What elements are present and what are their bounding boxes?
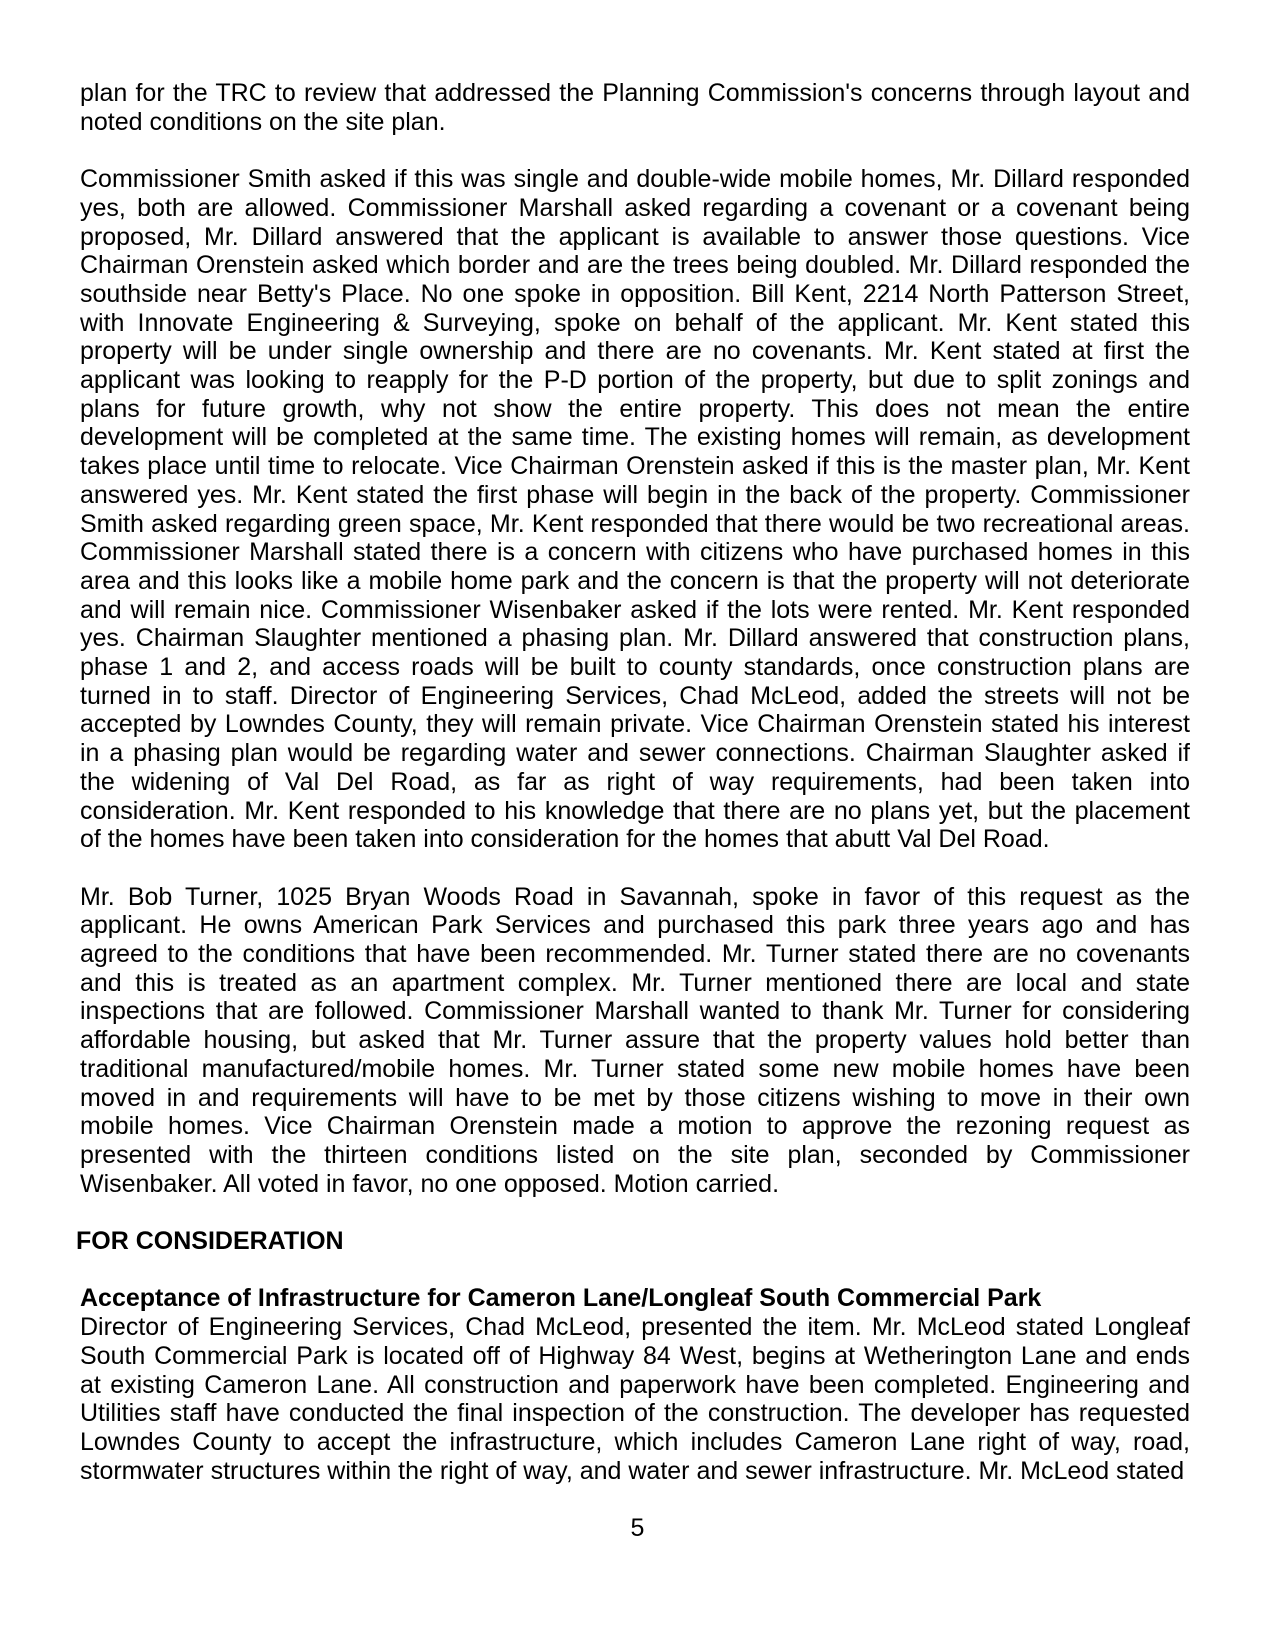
item-title-heading: Acceptance of Infrastructure for Cameron Lane/Longleaf South Commercial Park xyxy=(80,1284,1042,1313)
for-consideration-heading: FOR CONSIDERATION xyxy=(76,1227,344,1256)
applicant-paragraph: Mr. Bob Turner, 1025 Bryan Woods Road in Savannah, spoke in favor of this request as the applicant. He owns American Park Services and purchased this park three years ago and has agreed to the conditions that have been recommended. Mr. Turner stated there are no covenants and this is treated as an apartment complex. Mr. Turner mentioned there are local and state inspections that are followed. Commissioner Marshall wanted to thank Mr. Turner for considering affordable housing, but asked that Mr. Turner assure that the property values hold better than traditional manufactured/mobile homes. Mr. Turner stated some new mobile homes have been moved in and requirements will have to be met by those citizens wishing to move in their own mobile homes. Vice Chairman Orenstein made a motion to approve the rezoning request as presented with the thirteen conditions listed on the site plan, seconded by Commissioner Wisenbaker. All voted in favor, no one opposed. Motion carried. xyxy=(80,882,1190,1198)
page-number: 5 xyxy=(630,1514,645,1543)
continuation-paragraph: plan for the TRC to review that addressed the Planning Commission's concerns through layout and noted conditions on the site plan. xyxy=(80,79,1190,136)
discussion-paragraph: Commissioner Smith asked if this was single and double-wide mobile homes, Mr. Dillard responded yes, both are allowed. Commissioner Marshall asked regarding a covenant or a covenant being proposed, Mr. Dillard answered that the applicant is available to answer those questions. Vice Chairman Orenstein asked which border and are the trees being doubled. Mr. Dillard responded the southside near Betty's Place. No one spoke in opposition. Bill Kent, 2214 North Patterson Street, with Innovate Engineering & Surveying, spoke on behalf of the applicant. Mr. Kent stated this property will be under single ownership and there are no covenants. Mr. Kent stated at first the applicant was looking to reapply for the P-D portion of the property, but due to split zonings and plans for future growth, why not show the entire property. This does not mean the entire development will be completed at the same time. The existing homes will remain, as development takes place until time to relocate. Vice Chairman Orenstein asked if this is the master plan, Mr. Kent answered yes. Mr. Kent stated the first phase will begin in the back of the property. Commissioner Smith asked regarding green space, Mr. Kent responded that there would be two recreational areas. Commissioner Marshall stated there is a concern with citizens who have purchased homes in this area and this looks like a mobile home park and the concern is that the property will not deteriorate and will remain nice. Commissioner Wisenbaker asked if the lots were rented. Mr. Kent responded yes. Chairman Slaughter mentioned a phasing plan. Mr. Dillard answered that construction plans, phase 1 and 2, and access roads will be built to county standards, once construction plans are turned in to staff. Director of Engineering Services, Chad McLeod, added the streets will not be accepted by Lowndes County, they will remain private. Vice Chairman Orenstein stated his interest in a phasing plan would be regarding water and sewer connections. Chairman Slaughter asked if the widening of Val Del Road, as far as right of way requirements, had been taken into consideration. Mr. Kent responded to his knowledge that there are no plans yet, but the placement of the homes have been taken into consideration for the homes that abutt Val Del Road. xyxy=(80,165,1190,854)
item-paragraph: Director of Engineering Services, Chad McLeod, presented the item. Mr. McLeod stated Longleaf South Commercial Park is located off of Highway 84 West, begins at Wetherington Lane and ends at existing Cameron Lane. All construction and paperwork have been completed. Engineering and Utilities staff have conducted the final inspection of the construction. The developer has requested Lowndes County to accept the infrastructure, which includes Cameron Lane right of way, road, stormwater structures within the right of way, and water and sewer infrastructure. Mr. McLeod stated xyxy=(80,1313,1190,1485)
